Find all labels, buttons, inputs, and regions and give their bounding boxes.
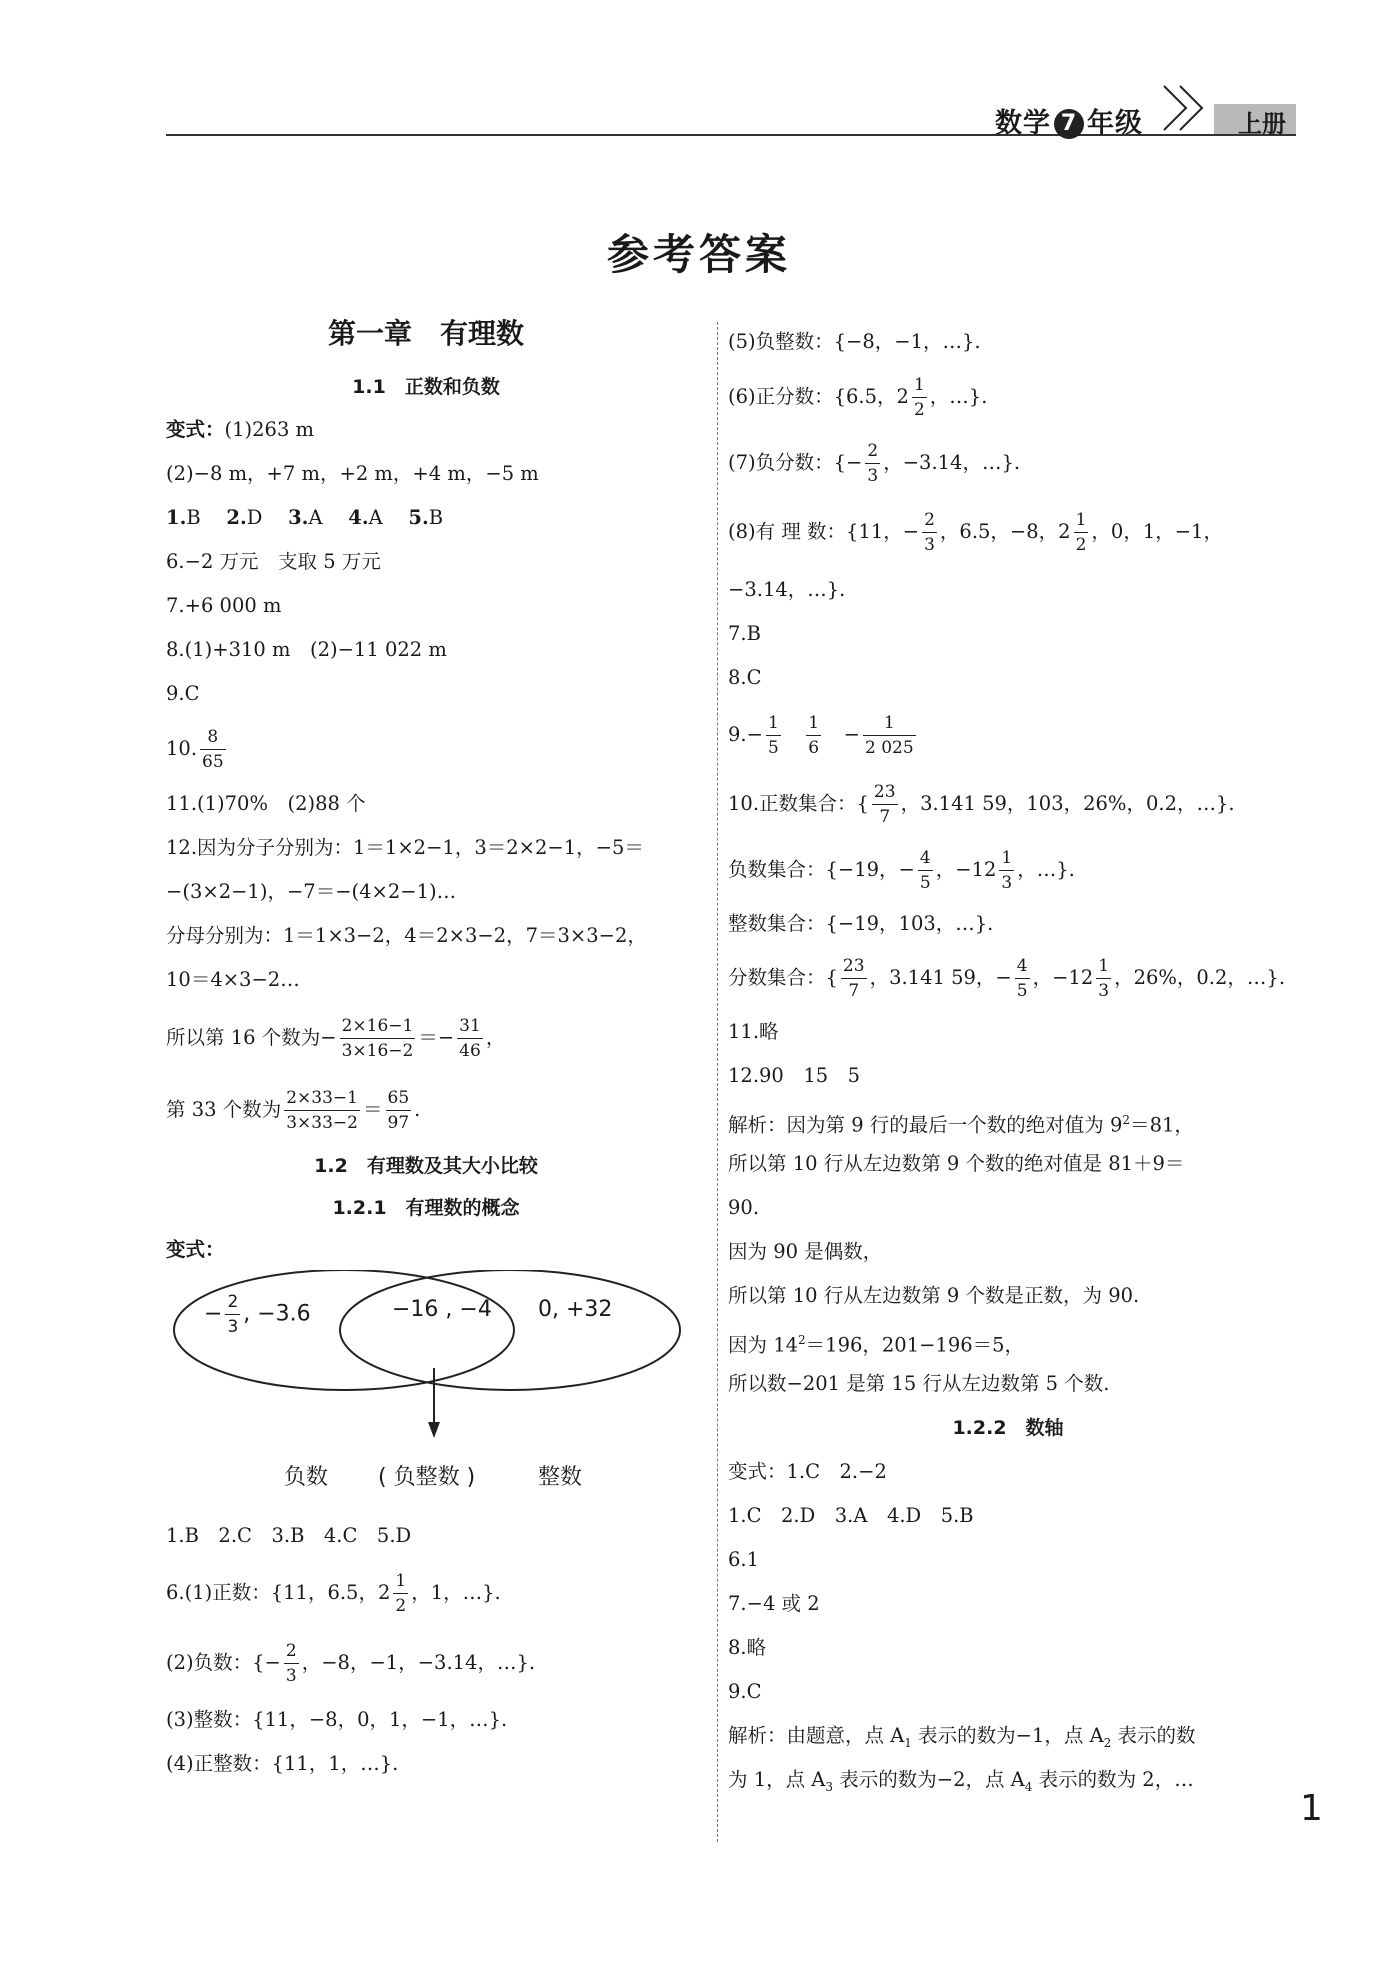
- section-1-2-2: 1.2.2 数轴: [952, 1417, 1064, 1439]
- answer-line: 7.B: [728, 622, 761, 645]
- q-ans: A: [368, 506, 383, 529]
- q-num: 2.: [226, 506, 247, 529]
- answer-line: 变式：1.C 2.−2: [728, 1460, 887, 1483]
- venn-label-integer: 整数: [538, 1465, 583, 1490]
- answer-line: 8.略: [728, 1636, 767, 1659]
- column-divider: [717, 322, 718, 1842]
- q-num: 3.: [288, 506, 309, 529]
- answer-line: [166, 716, 686, 782]
- q-num: 5.: [408, 506, 429, 529]
- venn-label-negative: 负数: [284, 1465, 329, 1490]
- answer-line: 7.−4 或 2: [728, 1592, 820, 1615]
- fraction: $\frac{1}{3}$: [1098, 956, 1110, 1001]
- answer-line: 7.+6 000 m: [166, 594, 282, 617]
- explanation-line: 解析：由题意，点 $A_1$ 表示的数为−1，点 $A_2$ 表示的数: [728, 1724, 1196, 1750]
- answer-line: 10＝4×3−2…: [166, 968, 300, 991]
- answer-line: [166, 496, 686, 540]
- header-grade-suffix: 年级: [1087, 108, 1143, 139]
- fraction: $\frac{4}{5}$: [1016, 956, 1028, 1001]
- answer-line: 9.− $\frac{1}{5}$ $\frac{1}{6}$ − $\frac{1}{2 025}$: [728, 713, 914, 758]
- answer-line: −(3×2−1)，−7＝−(4×2−1)…: [166, 880, 457, 903]
- answer-line: 9.C: [728, 1680, 762, 1703]
- answer-line: (2)−8 m，+7 m，+2 m，+4 m，−5 m: [166, 462, 539, 485]
- fraction: $\frac{1}{2 025}$: [864, 713, 914, 758]
- fraction: $\frac{1}{2}$: [395, 1571, 407, 1616]
- answer-line: [166, 408, 686, 452]
- explanation-line: 所以第 10 行从左边数第 9 个数是正数，为 90.: [728, 1284, 1140, 1307]
- answer-line: 分母分别为：1＝1×3−2，4＝2×3−2，7＝3×3−2，: [166, 924, 647, 947]
- fraction: $\frac{2}{3}$: [924, 510, 935, 555]
- answer-line: 分数集合：{ $\frac{23}{7}$ ，3.141 59，− $\frac{4}{5}$ ，−12 $\frac{1}{3}$ ，26%，0.2，…}.: [728, 956, 1286, 1001]
- explanation-line: 所以第 10 行从左边数第 9 个数的绝对值是 81＋9＝: [728, 1152, 1185, 1175]
- q-ans: B: [428, 506, 444, 529]
- fraction: $\frac{23}{7}$: [873, 782, 896, 827]
- answer-line: −3.14，…}.: [728, 578, 846, 601]
- chapter-title: 第一章 有理数: [327, 317, 524, 350]
- answer-line: (5)负整数：{−8，−1，…}.: [728, 330, 981, 353]
- right-column: [728, 320, 1288, 1802]
- bianshi-label: 变式：: [166, 1238, 225, 1261]
- fraction: $\frac{2}{3}$: [867, 441, 879, 486]
- left-column: [166, 317, 686, 1786]
- fraction: $\frac{8}{65}$: [202, 727, 224, 772]
- page-number: 1: [1300, 1788, 1323, 1829]
- answer-line: 9.C: [166, 682, 200, 705]
- explanation-line: 因为 90 是偶数，: [728, 1240, 883, 1263]
- double-chevron-icon: [1160, 84, 1220, 136]
- answer-line: 负数集合：{−19，− $\frac{4}{5}$ ，−12 $\frac{1}{3}$ ，…}.: [728, 848, 1075, 893]
- answer-line: 12.因为分子分别为：1＝1×2−1，3＝2×2−1，−5＝: [166, 836, 644, 859]
- header-subject-grade: [995, 101, 1143, 140]
- section-1-2-1: 1.2.1 有理数的概念: [332, 1197, 520, 1219]
- answer-line: 第 33 个数为 $\frac{2\times 33-1}{3\times 33-2}$ ＝ $\frac{65}{97}$ .: [166, 1088, 421, 1133]
- page-title: 参考答案: [606, 230, 791, 279]
- answer-line: 1.B 2.C 3.B 4.C 5.D: [166, 1524, 412, 1547]
- explanation-line: 解析：因为第 9 行的最后一个数的绝对值为 $9^2=81$，: [728, 1113, 1194, 1137]
- q-ans: A: [308, 506, 323, 529]
- answer-line: 1.C 2.D 3.A 4.D 5.B: [728, 1504, 974, 1527]
- venn-right-values: 0, +32: [538, 1297, 613, 1322]
- fraction: $\frac{1}{6}$: [808, 713, 820, 758]
- answer-text: (1)263 m: [224, 418, 315, 441]
- fraction: $\frac{65}{97}$: [387, 1088, 410, 1133]
- venn-label-negative-integer: ( 负整数 ): [378, 1465, 476, 1490]
- q-num: 1.: [166, 506, 187, 529]
- bianshi-label: 变式：: [166, 418, 225, 441]
- fraction: $\frac{2\times 16-1}{3\times 16-2}$: [341, 1016, 414, 1061]
- grade-number-badge: 7: [1054, 109, 1084, 139]
- fraction: $\frac{2}{3}$: [285, 1641, 297, 1686]
- venn-left-values: − $\frac{2}{3}$ , −3.6: [204, 1292, 311, 1337]
- header-subject: 数学: [995, 108, 1051, 139]
- q-num: 10.: [166, 737, 198, 760]
- section-1-1: 1.1 正数和负数: [352, 376, 500, 398]
- q-num: 4.: [348, 506, 369, 529]
- explanation-line: 因为 $14^2=196$，201−196＝5，: [728, 1333, 1025, 1357]
- fraction: $\frac{4}{5}$: [919, 848, 931, 893]
- answer-line: 6.(1)正数：{11，6.5，2 $\frac{1}{2}$ ，1，…}.: [166, 1571, 501, 1616]
- q-ans: D: [246, 506, 263, 529]
- fraction: $\frac{2\times 33-1}{3\times 33-2}$: [286, 1088, 358, 1133]
- answer-line: 6.−2 万元 支取 5 万元: [166, 550, 381, 573]
- explanation-line: 所以数−201 是第 15 行从左边数第 5 个数.: [728, 1372, 1110, 1395]
- venn-diagram: [166, 1270, 686, 1514]
- answer-line: (6)正分数：{6.5，2 $\frac{1}{2}$ ，…}.: [728, 375, 988, 420]
- fraction: $\frac{31}{46}$: [459, 1016, 481, 1061]
- answer-line: 6.1: [728, 1548, 760, 1571]
- answer-line: [166, 1230, 686, 1270]
- answer-line: 12.90 15 5: [728, 1064, 861, 1087]
- fraction: $\frac{1}{2}$: [1075, 510, 1087, 555]
- venn-middle-values: −16 , −4: [392, 1297, 492, 1322]
- header-volume: 上册: [1238, 110, 1286, 138]
- answer-line: 所以第 16 个数为− $\frac{2\times 16-1}{3\times 16-2}$ ＝− $\frac{31}{46}$ ，: [166, 1016, 506, 1061]
- answer-line: 11.略: [728, 1020, 779, 1043]
- fraction: $\frac{23}{7}$: [842, 956, 865, 1001]
- section-1-2: 1.2 有理数及其大小比较: [314, 1155, 538, 1177]
- explanation-line: 为 1，点 $A_3$ 表示的数为−2，点 $A_4$ 表示的数为 2，…: [728, 1768, 1194, 1794]
- q-ans: B: [186, 506, 201, 529]
- explanation-line: 90.: [728, 1196, 760, 1219]
- fraction: $\frac{1}{3}$: [1001, 848, 1013, 893]
- fraction: $\frac{1}{2}$: [913, 375, 925, 420]
- answer-line: 11.(1)70% (2)88 个: [166, 792, 366, 815]
- answer-line: (4)正整数：{11，1，…}.: [166, 1752, 399, 1775]
- answer-line: 8.(1)+310 m (2)−11 022 m: [166, 638, 447, 661]
- answer-line: 10.正数集合：{ $\frac{23}{7}$ ，3.141 59，103，26%，0.2，…}.: [728, 782, 1235, 827]
- answer-line: (7)负分数：{− $\frac{2}{3}$ ，−3.14，…}.: [728, 441, 1021, 486]
- answer-line: 整数集合：{−19，103，…}.: [728, 912, 994, 935]
- answer-line: (8)有 理 数：{11，− $\frac{2}{3}$ ，6.5，−8，2 $\frac{1}{2}$ ，0，1，−1，: [728, 510, 1223, 555]
- answer-line: (3)整数：{11，−8，0，1，−1，…}.: [166, 1708, 508, 1731]
- fraction: $\frac{1}{5}$: [767, 713, 779, 758]
- answer-line: 8.C: [728, 666, 762, 689]
- answer-line: (2)负数：{− $\frac{2}{3}$ ，−8，−1，−3.14，…}.: [166, 1641, 536, 1686]
